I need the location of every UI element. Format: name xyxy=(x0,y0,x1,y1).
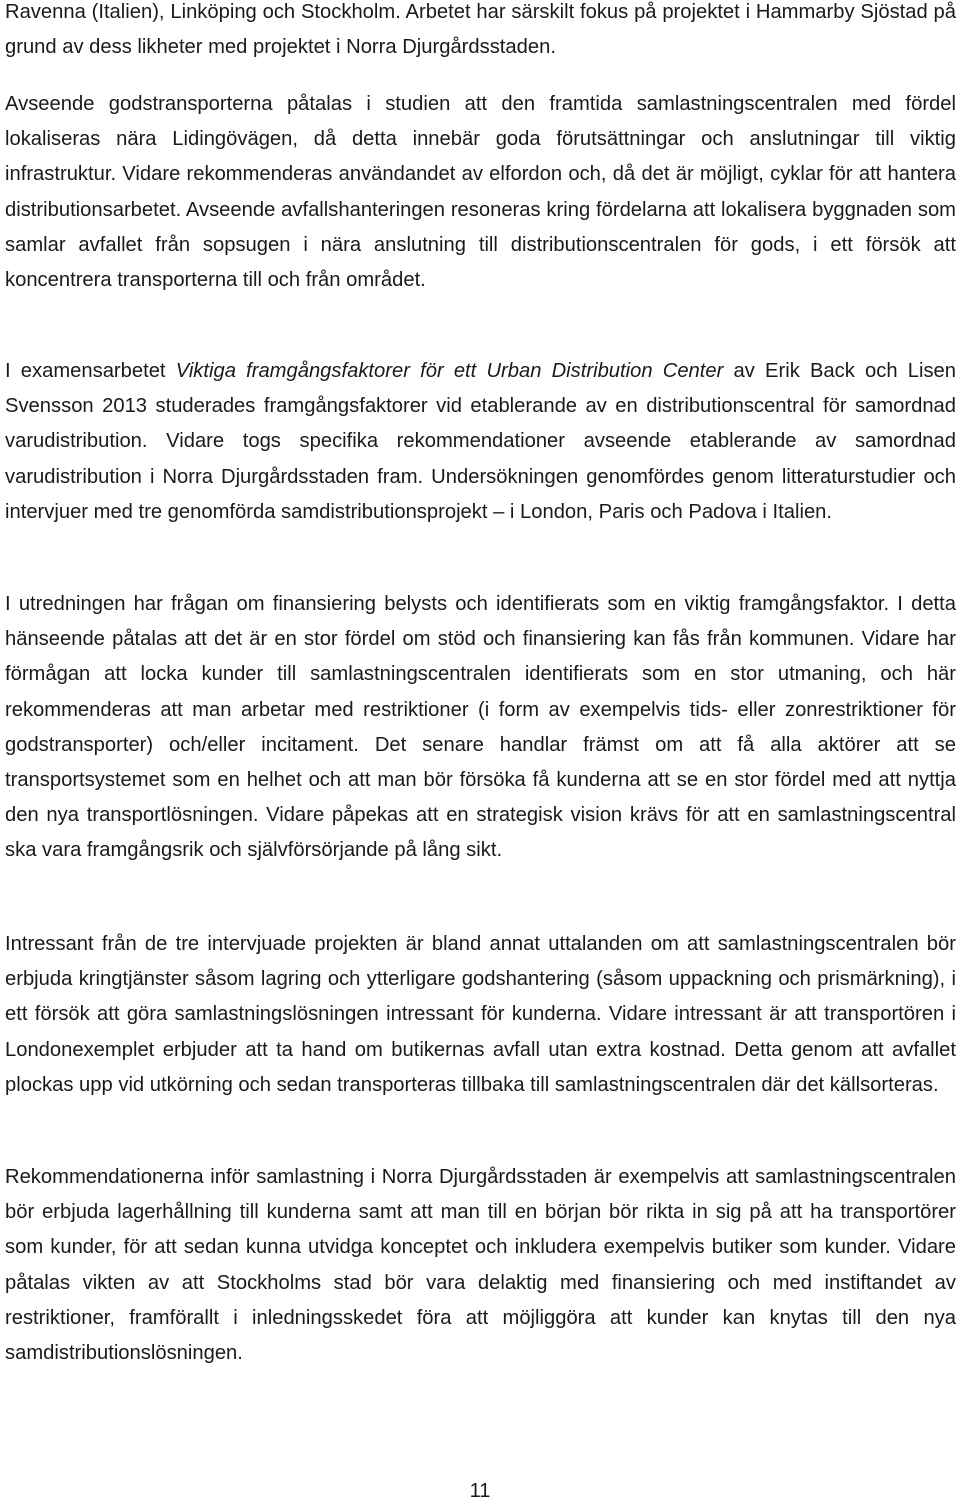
paragraph-3 xyxy=(5,354,956,530)
paragraph-3-intro: I examensarbetet xyxy=(5,360,176,382)
paragraph-3-body: av Erik Back och Lisen Svensson 2013 studerades framgångsfaktorer vid etablerande av en distributionscentral för samordnad varudistribution. Vidare togs specifika rekommendationer avseende etablerande av samordnad varudistribution i Norra Djurgårdsstaden fram. Undersökningen genomfördes genom litteraturstudier och intervjuer med tre genomförda samdistributionsprojekt – i London, Paris och Padova i Italien. xyxy=(5,360,956,523)
paragraph-6: Rekommendationerna inför samlastning i Norra Djurgårdsstaden är exempelvis att samlastningscentralen bör erbjuda lagerhållning till kunderna samt att man till en början bör rikta in sig på att ha transportörer som kunder, för att sedan kunna utvidga konceptet och inkludera exempelvis butiker som kunder. Vidare påtalas vikten av att Stockholms stad bör vara delaktig med finansiering och med instiftandet av restriktioner, framförallt i inledningsskedet föra att möjliggöra att kunder kan knytas till den nya samdistributionslösningen. xyxy=(5,1166,956,1365)
paragraph-1: Ravenna (Italien), Linköping och Stockholm. Arbetet har särskilt fokus på projektet i Hammarby Sjöstad på grund av dess likheter med projektet i Norra Djurgårdsstaden. xyxy=(5,1,956,59)
thesis-title: Viktiga framgångsfaktorer för ett Urban Distribution Center xyxy=(175,360,724,382)
paragraph-4: I utredningen har frågan om finansiering belysts och identifierats som en viktig framgångsfaktor. I detta hänseende påtalas att det är en stor fördel om stöd och finansiering kan fås från kommunen. Vidare har förmågan att locka kunder till samlastningscentralen identifierats som en stor utmaning, och här rekommenderas att man arbetar med restriktioner (i form av exempelvis tids- eller zonrestriktioner för godstransporter) och/eller incitament. Det senare handlar främst om att få alla aktörer att se transportsystemet som en helhet och att man bör försöka få kunderna att se en stor fördel med att nyttja den nya transportlösningen. Vidare påpekas att en strategisk vision krävs för att en samlastningscentral ska vara framgångsrik och självförsörjande på lång sikt. xyxy=(5,593,956,862)
paragraph-5: Intressant från de tre intervjuade projekten är bland annat uttalanden om att samlastningscentralen bör erbjuda kringtjänster såsom lagring och ytterligare godshantering (såsom uppackning och prismärkning), i ett försök att göra samlastningslösningen intressant för kunderna. Vidare intressant är att transportören i Londonexemplet erbjuder att ta hand om butikernas avfall utan extra kostnad. Detta genom att avfallet plockas upp vid utkörning och sedan transporteras tillbaka till samlastningscentralen där det källsorteras. xyxy=(5,933,956,1096)
paragraph-2: Avseende godstransporterna påtalas i studien att den framtida samlastningscentralen med fördel lokaliseras nära Lidingövägen, då detta innebär goda förutsättningar och anslutningar till viktig infrastruktur. Vidare rekommenderas användandet av elfordon och, då det är möjligt, cyklar för att hantera distributionsarbetet. Avseende avfallshanteringen resoneras kring fördelarna att lokalisera byggnaden som samlar avfallet från sopsugen i nära anslutning till distributionscentralen för gods, i ett försök att koncentrera transporterna till och från området. xyxy=(5,93,956,292)
page-number: 11 xyxy=(469,1480,491,1502)
